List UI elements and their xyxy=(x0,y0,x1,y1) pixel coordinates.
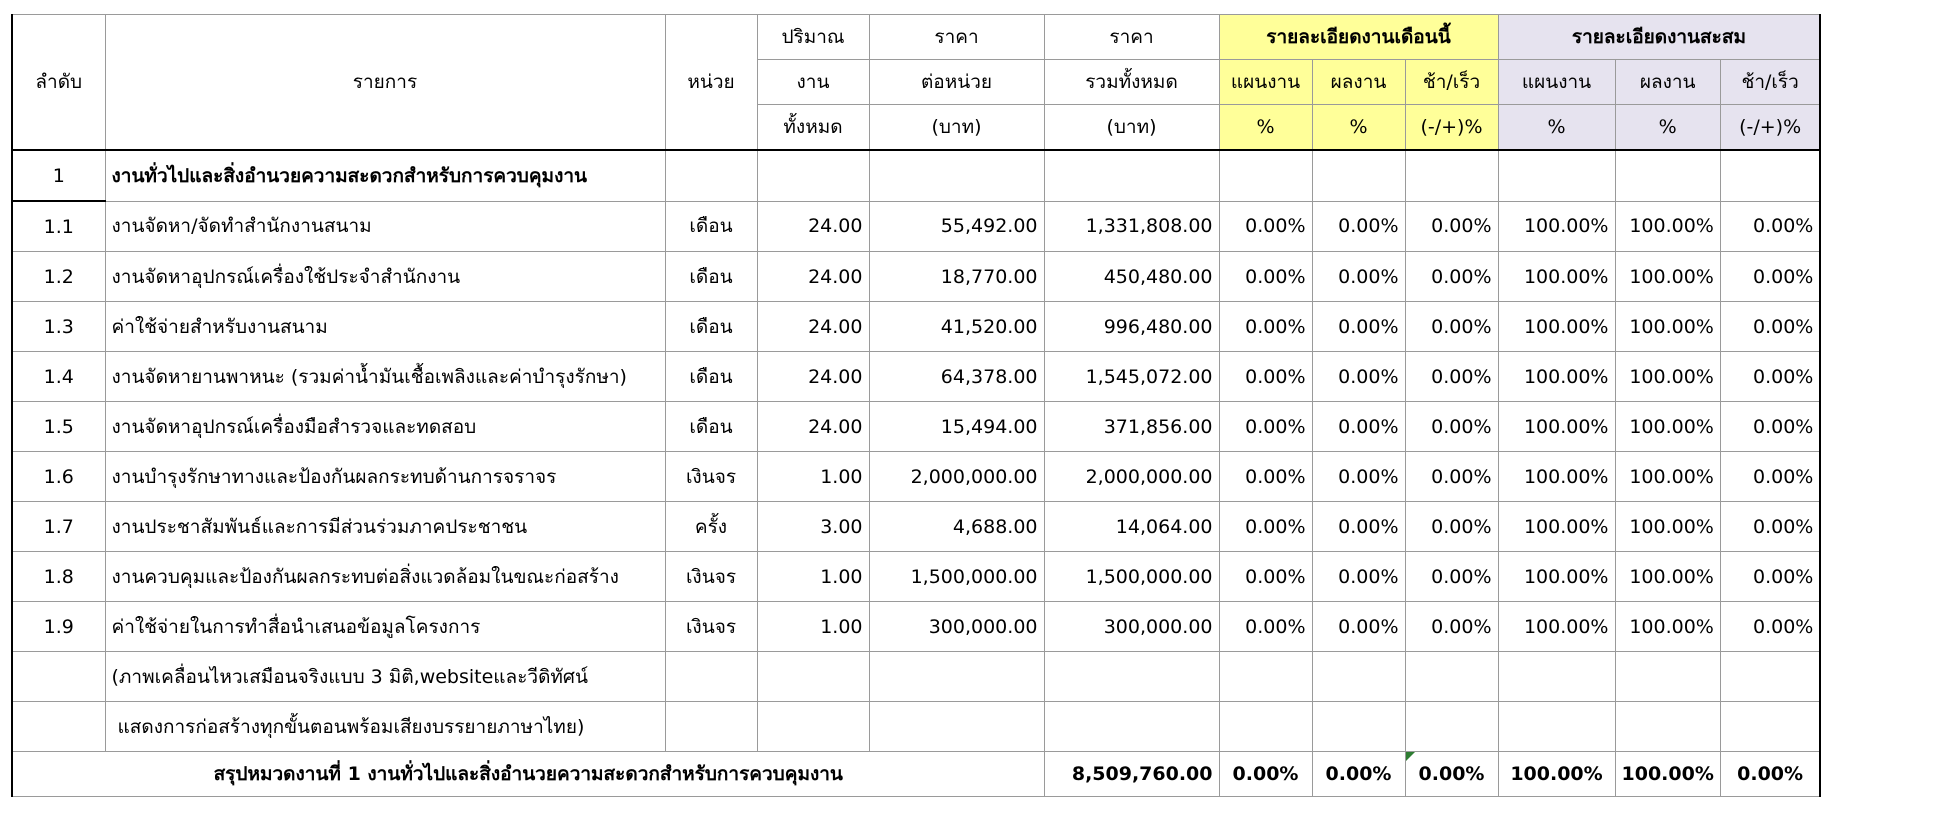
row-total: 371,856.00 xyxy=(1044,402,1219,452)
row-month-plan: 0.00% xyxy=(1219,352,1312,402)
row-month-plan: 0.00% xyxy=(1219,402,1312,452)
table-row xyxy=(12,552,1820,602)
empty-cell xyxy=(1219,702,1312,752)
row-qty: 24.00 xyxy=(757,402,869,452)
row-month-plan: 0.00% xyxy=(1219,452,1312,502)
empty-cell xyxy=(1312,702,1405,752)
row-cum-result: 100.00% xyxy=(1615,402,1720,452)
header-unit-price-1: ราคา xyxy=(869,15,1044,60)
row-cum-plan: 100.00% xyxy=(1498,452,1615,502)
row-unit-price: 300,000.00 xyxy=(869,602,1044,652)
header-qty-2: งาน xyxy=(757,60,869,105)
row-unit: เดือน xyxy=(665,252,757,302)
row-unit: เดือน xyxy=(665,352,757,402)
section-empty-cell xyxy=(757,150,869,201)
row-cum-plan: 100.00% xyxy=(1498,552,1615,602)
empty-cell xyxy=(757,702,869,752)
row-cum-result: 100.00% xyxy=(1615,352,1720,402)
table-row xyxy=(12,602,1820,652)
section-empty-cell xyxy=(1405,150,1498,201)
row-item: งานจัดหา/จัดทำสำนักงานสนาม xyxy=(105,201,665,252)
section-empty-cell xyxy=(1615,150,1720,201)
header-month-diff: ช้า/เร็ว xyxy=(1405,60,1498,105)
row-cum-diff: 0.00% xyxy=(1720,552,1820,602)
row-cum-plan: 100.00% xyxy=(1498,602,1615,652)
row-month-diff: 0.00% xyxy=(1405,552,1498,602)
table-row xyxy=(12,452,1820,502)
empty-cell xyxy=(12,702,105,752)
header-cum-plan: แผนงาน xyxy=(1498,60,1615,105)
summary-total: 8,509,760.00 xyxy=(1044,752,1219,797)
row-cum-result: 100.00% xyxy=(1615,302,1720,352)
empty-cell xyxy=(1720,702,1820,752)
header-cum-diff-unit: (-/+)% xyxy=(1720,105,1820,151)
row-qty: 1.00 xyxy=(757,452,869,502)
empty-cell xyxy=(1405,652,1498,702)
section-empty-cell xyxy=(1044,150,1219,201)
header-cum-plan-unit: % xyxy=(1498,105,1615,151)
table-row xyxy=(12,252,1820,302)
row-cum-result: 100.00% xyxy=(1615,502,1720,552)
table-row xyxy=(12,352,1820,402)
empty-cell xyxy=(869,702,1044,752)
header-cum-result: ผลงาน xyxy=(1615,60,1720,105)
row-cum-diff: 0.00% xyxy=(1720,402,1820,452)
row-unit-price: 4,688.00 xyxy=(869,502,1044,552)
row-seq: 1.1 xyxy=(12,201,105,252)
row-month-result: 0.00% xyxy=(1312,352,1405,402)
row-month-result: 0.00% xyxy=(1312,602,1405,652)
row-cum-diff: 0.00% xyxy=(1720,452,1820,502)
row-seq: 1.8 xyxy=(12,552,105,602)
row-cum-plan: 100.00% xyxy=(1498,352,1615,402)
row-unit-price: 15,494.00 xyxy=(869,402,1044,452)
row-seq: 1.9 xyxy=(12,602,105,652)
table-row xyxy=(12,201,1820,252)
row-cum-result: 100.00% xyxy=(1615,602,1720,652)
row-unit: เงินจร xyxy=(665,452,757,502)
section-title: งานทั่วไปและสิ่งอำนวยความสะดวกสำหรับการควบคุมงาน xyxy=(105,150,665,201)
row-cum-diff: 0.00% xyxy=(1720,602,1820,652)
row-item: งานประชาสัมพันธ์และการมีส่วนร่วมภาคประชาชน xyxy=(105,502,665,552)
table-row xyxy=(12,302,1820,352)
table-row xyxy=(12,502,1820,552)
empty-cell xyxy=(1615,652,1720,702)
row-qty: 24.00 xyxy=(757,252,869,302)
progress-table xyxy=(11,14,1821,797)
empty-cell xyxy=(1498,652,1615,702)
row-month-plan: 0.00% xyxy=(1219,252,1312,302)
row-month-plan: 0.00% xyxy=(1219,602,1312,652)
row-month-plan: 0.00% xyxy=(1219,502,1312,552)
header-cum-result-unit: % xyxy=(1615,105,1720,151)
header-total-price-1: ราคา xyxy=(1044,15,1219,60)
row-month-plan: 0.00% xyxy=(1219,302,1312,352)
row-item: งานจัดหาอุปกรณ์เครื่องใช้ประจำสำนักงาน xyxy=(105,252,665,302)
empty-cell xyxy=(1615,702,1720,752)
row-qty: 24.00 xyxy=(757,352,869,402)
row-month-plan: 0.00% xyxy=(1219,552,1312,602)
row-total: 1,500,000.00 xyxy=(1044,552,1219,602)
row-month-plan: 0.00% xyxy=(1219,201,1312,252)
header-seq: ลำดับ xyxy=(12,15,105,151)
row-unit-price: 18,770.00 xyxy=(869,252,1044,302)
row-cum-diff: 0.00% xyxy=(1720,302,1820,352)
row-month-result: 0.00% xyxy=(1312,201,1405,252)
row-qty: 24.00 xyxy=(757,201,869,252)
row-unit: เดือน xyxy=(665,302,757,352)
row-cum-plan: 100.00% xyxy=(1498,201,1615,252)
row-item: งานบำรุงรักษาทางและป้องกันผลกระทบด้านการจราจร xyxy=(105,452,665,502)
row-total: 2,000,000.00 xyxy=(1044,452,1219,502)
row-unit: เดือน xyxy=(665,402,757,452)
summary-month-plan: 0.00% xyxy=(1219,752,1312,797)
row-unit-price: 55,492.00 xyxy=(869,201,1044,252)
section-empty-cell xyxy=(869,150,1044,201)
empty-cell xyxy=(1405,702,1498,752)
row-month-diff: 0.00% xyxy=(1405,602,1498,652)
header-month-group: รายละเอียดงานเดือนนี้ xyxy=(1219,15,1498,60)
header-unit: หน่วย xyxy=(665,15,757,151)
section-empty-cell xyxy=(665,150,757,201)
section-empty-cell xyxy=(1720,150,1820,201)
empty-cell xyxy=(1498,702,1615,752)
row-month-result: 0.00% xyxy=(1312,452,1405,502)
row-cum-diff: 0.00% xyxy=(1720,352,1820,402)
row-item: งานจัดหายานพาหนะ (รวมค่าน้ำมันเชื้อเพลิงและค่าบำรุงรักษา) xyxy=(105,352,665,402)
summary-label: สรุปหมวดงานที่ 1 งานทั่วไปและสิ่งอำนวยความสะดวกสำหรับการควบคุมงาน xyxy=(12,752,1044,797)
row-month-diff: 0.00% xyxy=(1405,502,1498,552)
header-qty-1: ปริมาณ xyxy=(757,15,869,60)
row-cum-plan: 100.00% xyxy=(1498,402,1615,452)
row-cum-result: 100.00% xyxy=(1615,252,1720,302)
note-line: แสดงการก่อสร้างทุกขั้นตอนพร้อมเสียงบรรยายภาษาไทย) xyxy=(105,702,665,752)
row-month-result: 0.00% xyxy=(1312,502,1405,552)
header-month-plan: แผนงาน xyxy=(1219,60,1312,105)
row-cum-diff: 0.00% xyxy=(1720,201,1820,252)
empty-cell xyxy=(869,652,1044,702)
row-unit: เงินจร xyxy=(665,552,757,602)
header-unit-price-3: (บาท) xyxy=(869,105,1044,151)
row-month-diff: 0.00% xyxy=(1405,201,1498,252)
section-empty-cell xyxy=(1498,150,1615,201)
row-total: 1,331,808.00 xyxy=(1044,201,1219,252)
row-month-diff: 0.00% xyxy=(1405,252,1498,302)
row-total: 996,480.00 xyxy=(1044,302,1219,352)
row-month-result: 0.00% xyxy=(1312,552,1405,602)
empty-cell xyxy=(12,652,105,702)
row-qty: 1.00 xyxy=(757,602,869,652)
row-total: 450,480.00 xyxy=(1044,252,1219,302)
row-unit: เงินจร xyxy=(665,602,757,652)
summary-cum-plan: 100.00% xyxy=(1498,752,1615,797)
row-unit-price: 2,000,000.00 xyxy=(869,452,1044,502)
summary-row xyxy=(12,752,1820,797)
summary-cum-result: 100.00% xyxy=(1615,752,1720,797)
header-item: รายการ xyxy=(105,15,665,151)
empty-cell xyxy=(1044,702,1219,752)
row-unit-price: 1,500,000.00 xyxy=(869,552,1044,602)
row-month-result: 0.00% xyxy=(1312,252,1405,302)
header-month-result-unit: % xyxy=(1312,105,1405,151)
empty-cell xyxy=(1720,652,1820,702)
row-month-diff: 0.00% xyxy=(1405,302,1498,352)
header-month-diff-unit: (-/+)% xyxy=(1405,105,1498,151)
empty-cell xyxy=(1312,652,1405,702)
row-total: 300,000.00 xyxy=(1044,602,1219,652)
header-cum-diff: ช้า/เร็ว xyxy=(1720,60,1820,105)
empty-cell xyxy=(665,702,757,752)
empty-cell xyxy=(1044,652,1219,702)
row-item: งานควบคุมและป้องกันผลกระทบต่อสิ่งแวดล้อมในขณะก่อสร้าง xyxy=(105,552,665,602)
row-item: ค่าใช้จ่ายสำหรับงานสนาม xyxy=(105,302,665,352)
header-qty-3: ทั้งหมด xyxy=(757,105,869,151)
row-cum-result: 100.00% xyxy=(1615,452,1720,502)
empty-cell xyxy=(1219,652,1312,702)
row-month-diff: 0.00% xyxy=(1405,352,1498,402)
row-cum-plan: 100.00% xyxy=(1498,252,1615,302)
row-seq: 1.3 xyxy=(12,302,105,352)
row-unit-price: 64,378.00 xyxy=(869,352,1044,402)
row-unit-price: 41,520.00 xyxy=(869,302,1044,352)
row-cum-result: 100.00% xyxy=(1615,552,1720,602)
row-total: 1,545,072.00 xyxy=(1044,352,1219,402)
header-unit-price-2: ต่อหน่วย xyxy=(869,60,1044,105)
row-seq: 1.7 xyxy=(12,502,105,552)
section-seq: 1 xyxy=(12,150,105,201)
row-qty: 3.00 xyxy=(757,502,869,552)
row-unit: ครั้ง xyxy=(665,502,757,552)
header-total-price-2: รวมทั้งหมด xyxy=(1044,60,1219,105)
summary-month-result: 0.00% xyxy=(1312,752,1405,797)
row-item: งานจัดหาอุปกรณ์เครื่องมือสำรวจและทดสอบ xyxy=(105,402,665,452)
row-seq: 1.6 xyxy=(12,452,105,502)
row-month-diff: 0.00% xyxy=(1405,402,1498,452)
row-seq: 1.2 xyxy=(12,252,105,302)
row-cum-result: 100.00% xyxy=(1615,201,1720,252)
summary-cum-diff: 0.00% xyxy=(1720,752,1820,797)
row-month-result: 0.00% xyxy=(1312,402,1405,452)
row-qty: 24.00 xyxy=(757,302,869,352)
row-cum-plan: 100.00% xyxy=(1498,302,1615,352)
row-month-diff: 0.00% xyxy=(1405,452,1498,502)
row-item: ค่าใช้จ่ายในการทำสื่อนำเสนอข้อมูลโครงการ xyxy=(105,602,665,652)
header-month-result: ผลงาน xyxy=(1312,60,1405,105)
summary-month-diff: 0.00% xyxy=(1405,752,1498,797)
row-qty: 1.00 xyxy=(757,552,869,602)
note-line: (ภาพเคลื่อนไหวเสมือนจริงแบบ 3 มิติ,websiteและวีดิทัศน์ xyxy=(105,652,665,702)
table-row xyxy=(12,402,1820,452)
section-empty-cell xyxy=(1219,150,1312,201)
row-total: 14,064.00 xyxy=(1044,502,1219,552)
row-seq: 1.5 xyxy=(12,402,105,452)
header-total-price-3: (บาท) xyxy=(1044,105,1219,151)
empty-cell xyxy=(665,652,757,702)
empty-cell xyxy=(757,652,869,702)
row-unit: เดือน xyxy=(665,201,757,252)
row-month-result: 0.00% xyxy=(1312,302,1405,352)
row-cum-diff: 0.00% xyxy=(1720,502,1820,552)
row-seq: 1.4 xyxy=(12,352,105,402)
header-month-plan-unit: % xyxy=(1219,105,1312,151)
section-empty-cell xyxy=(1312,150,1405,201)
header-cumulative-group: รายละเอียดงานสะสม xyxy=(1498,15,1820,60)
row-cum-diff: 0.00% xyxy=(1720,252,1820,302)
row-cum-plan: 100.00% xyxy=(1498,502,1615,552)
